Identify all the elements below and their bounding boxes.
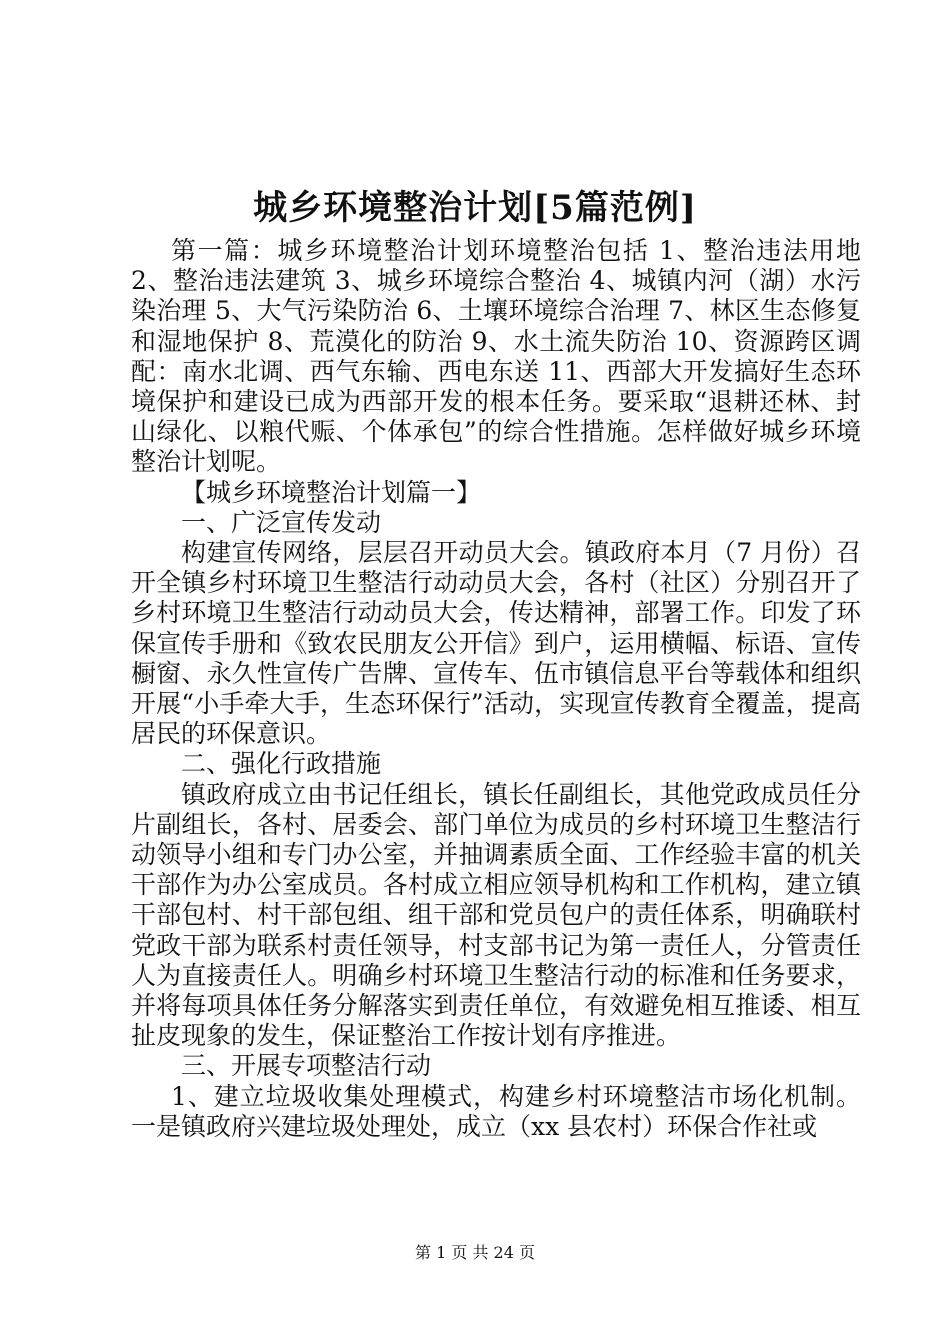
subheading-special-action: 三、开展专项整洁行动: [181, 1051, 432, 1081]
document-body: [131, 236, 861, 1142]
section-heading-article-one: 【城乡环境整治计划篇一】: [181, 477, 482, 507]
subheading-administrative: 二、强化行政措施: [181, 749, 382, 779]
paragraph-intro: 第一篇：城乡环境整治计划环境整治包括 1、整治违法用地 2、整治违法建筑 3、城乡环境综合整治 4、城镇内河（湖）水污染治理 5、大气污染防治 6、土壤环境综合治理 7、林区生态修复和湿地保护 8、荒漠化的防治 9、水土流失防治 10、资源跨区调配：南水北调、西气东输、西电东送 11、西部大开发搞好生态环境保护和建设已成为西部开发的根本任务。要采取“退耕还林、封山绿化、以粮代赈、个体承包”的综合性措施。怎样做好城乡环境整治计划呢。: [131, 236, 861, 477]
paragraph-administrative: 镇政府成立由书记任组长，镇长任副组长，其他党政成员任分片副组长，各村、居委会、部门单位为成员的乡村环境卫生整洁行动领导小组和专门办公室，并抽调素质全面、工作经验丰富的机关干部作为办公室成员。各村成立相应领导机构和工作机构，建立镇干部包村、村干部包组、组干部和党员包户的责任体系，明确联村党政干部为联系村责任领导，村支部书记为第一责任人，分管责任人为直接责任人。明确乡村环境卫生整洁行动的标准和任务要求，并将每项具体任务分解落实到责任单位，有效避免相互推诿、相互扯皮现象的发生，保证整治工作按计划有序推进。: [131, 779, 861, 1051]
subheading-publicity: 一、广泛宣传发动: [181, 507, 382, 537]
page-footer: 第 1 页 共 24 页: [415, 1243, 535, 1262]
document-title: 城乡环境整治计划[5篇范例]: [253, 188, 697, 228]
paragraph-special-action: 1、建立垃圾收集处理模式，构建乡村环境整洁市场化机制。一是镇政府兴建垃圾处理处，成立（xx 县农村）环保合作社或: [131, 1081, 861, 1141]
paragraph-publicity: 构建宣传网络，层层召开动员大会。镇政府本月（7 月份）召开全镇乡村环境卫生整洁行动动员大会，各村（社区）分别召开了乡村环境卫生整洁行动动员大会，传达精神，部署工作。印发了环保宣传手册和《致农民朋友公开信》到户，运用横幅、标语、宣传橱窗、永久性宣传广告牌、宣传车、伍市镇信息平台等载体和组织开展“小手牵大手，生态环保行”活动，实现宣传教育全覆盖，提高居民的环保意识。: [131, 538, 861, 749]
